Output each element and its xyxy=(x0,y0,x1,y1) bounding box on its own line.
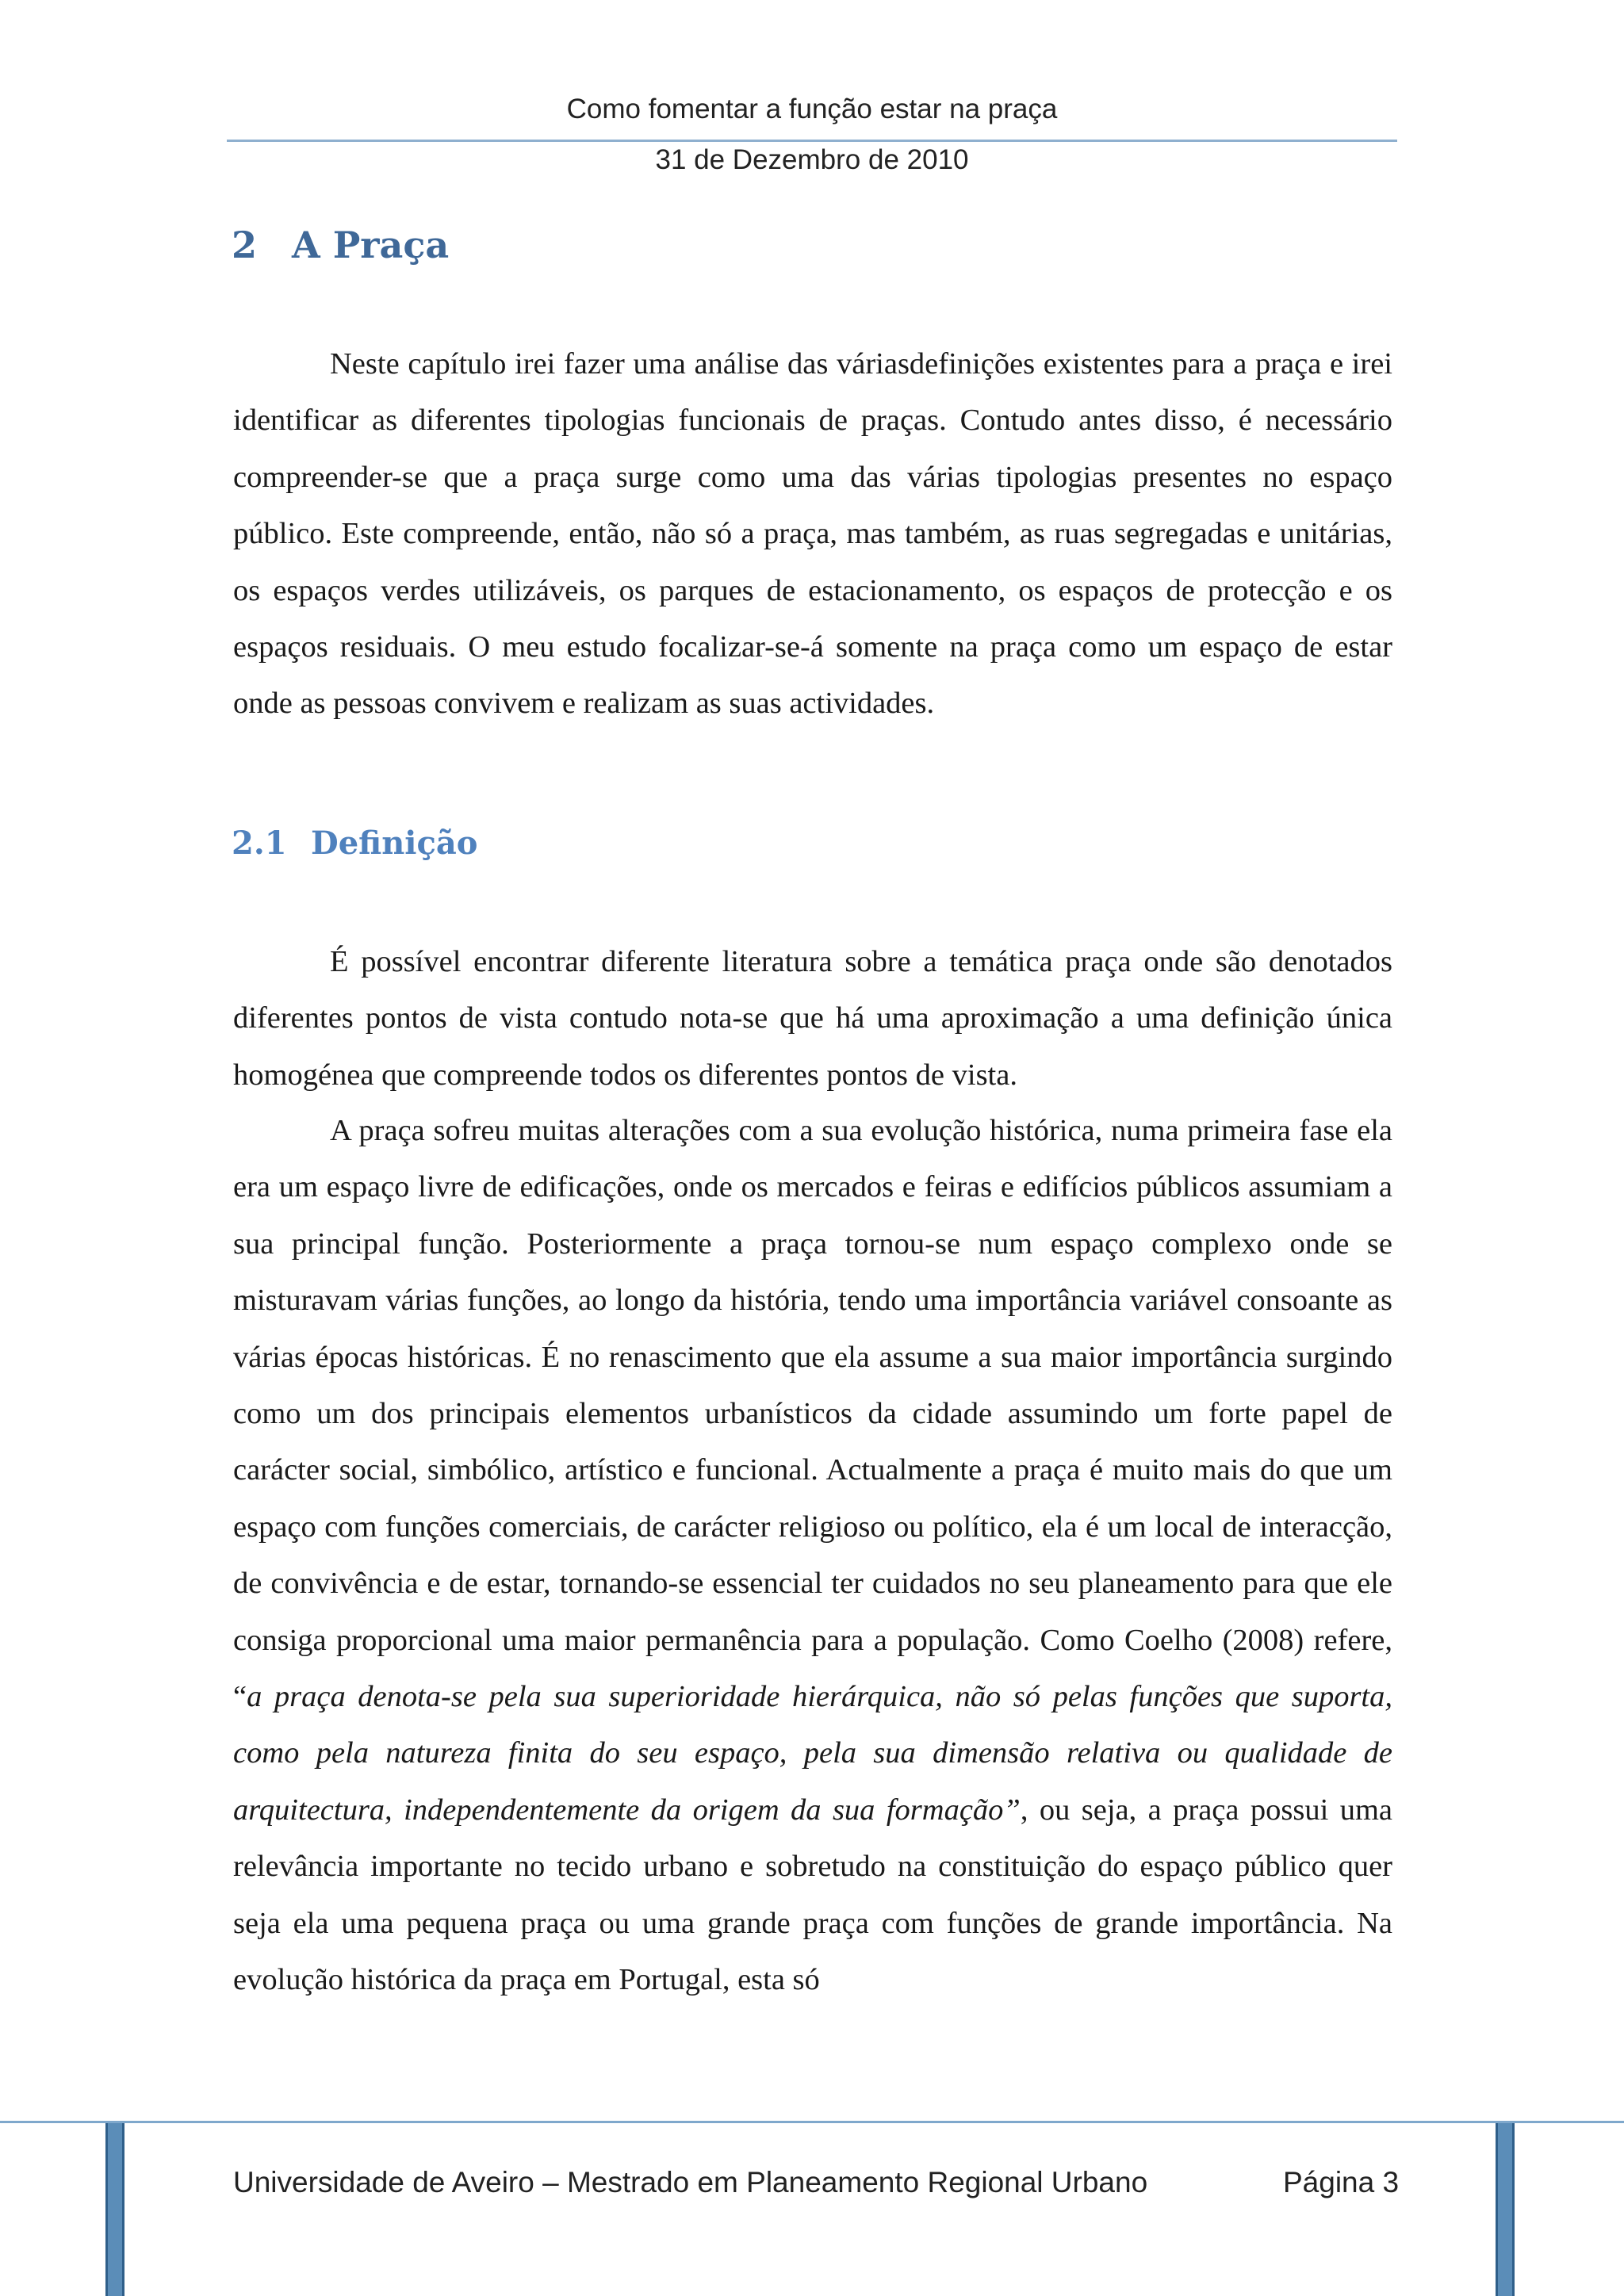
paragraph-text-end: , ou seja, a praça possui uma relevância importante no tecido urbano e sobretudo na constituição do espaço público quer seja ela uma pequena praça ou uma grande praça com funções de grande importância. Na evolução histórica da praça em Portugal, esta só xyxy=(233,1793,1392,1997)
footer-divider xyxy=(0,2121,1624,2123)
section-number: 2 xyxy=(232,224,258,266)
subsection-heading xyxy=(232,825,477,862)
paragraph-text: A praça sofreu muitas alterações com a sua evolução histórica, numa primeira fase ela era um espaço livre de edificações, onde os mercados e feiras e edifícios públicos assumiam a sua principal função. Posteriormente a praça tornou-se num espaço complexo onde se misturavam várias funções, ao longo da história, tendo uma importância variável consoante as várias épocas históricas. É no renascimento que ela assume a sua maior importância surgindo como um dos principais elementos urbanísticos da cidade assumindo um forte papel de carácter social, simbólico, artístico e funcional. Actualmente a praça é muito mais do que um espaço com funções comerciais, de carácter religioso ou político, ela é um local de interacção, de convivência e de estar, tornando-se essencial ter cuidados no seu planeamento para que ele consiga proporcional uma maior permanência para a população. Como Coelho (2008) refere, “ xyxy=(233,1114,1392,1714)
section-heading xyxy=(232,224,449,266)
footer-left-bar xyxy=(105,2123,124,2296)
running-header-date: 31 de Dezembro de 2010 xyxy=(655,144,969,175)
section-intro-paragraph: Neste capítulo irei fazer uma análise das váriasdefinições existentes para a praça e irei identificar as diferentes tipologias funcionais de praças. Contudo antes disso, é necessário compreender-se que a praça surge como uma das várias tipologias presentes no espaço público. Este compreende, então, não só a praça, mas também, as ruas segregadas e unitárias, os espaços verdes utilizáveis, os parques de estacionamento, os espaços de protecção e os espaços residuais. O meu estudo focalizar-se-á somente na praça como um espaço de estar onde as pessoas convivem e realizam as suas actividades. xyxy=(233,347,1392,721)
subsection-title: Definição xyxy=(311,825,478,862)
definition-paragraph-1: É possível encontrar diferente literatura sobre a temática praça onde são denotados diferentes pontos de vista contudo nota-se que há uma aproximação a uma definição única homogénea que compreende todos os diferentes pontos de vista. xyxy=(233,945,1392,1092)
subsection-number: 2.1 xyxy=(232,825,287,862)
footer-institution: Universidade de Aveiro – Mestrado em Planeamento Regional Urbano xyxy=(233,2166,1148,2198)
section-title: A Praça xyxy=(292,224,450,266)
page-number: Página 3 xyxy=(1283,2166,1400,2198)
footer-right-bar xyxy=(1496,2123,1515,2296)
running-header-title: Como fomentar a função estar na praça xyxy=(566,94,1058,124)
header-divider xyxy=(227,140,1397,142)
quotation: a praça denota-se pela sua superioridade hierárquica, não só pelas funções que suporta, como pela natureza finita do seu espaço, pela sua dimensão relativa ou qualidade de arquitectura, independentemente da origem da sua formação” xyxy=(233,1680,1392,1827)
definition-paragraph-2 xyxy=(233,1103,1392,2009)
